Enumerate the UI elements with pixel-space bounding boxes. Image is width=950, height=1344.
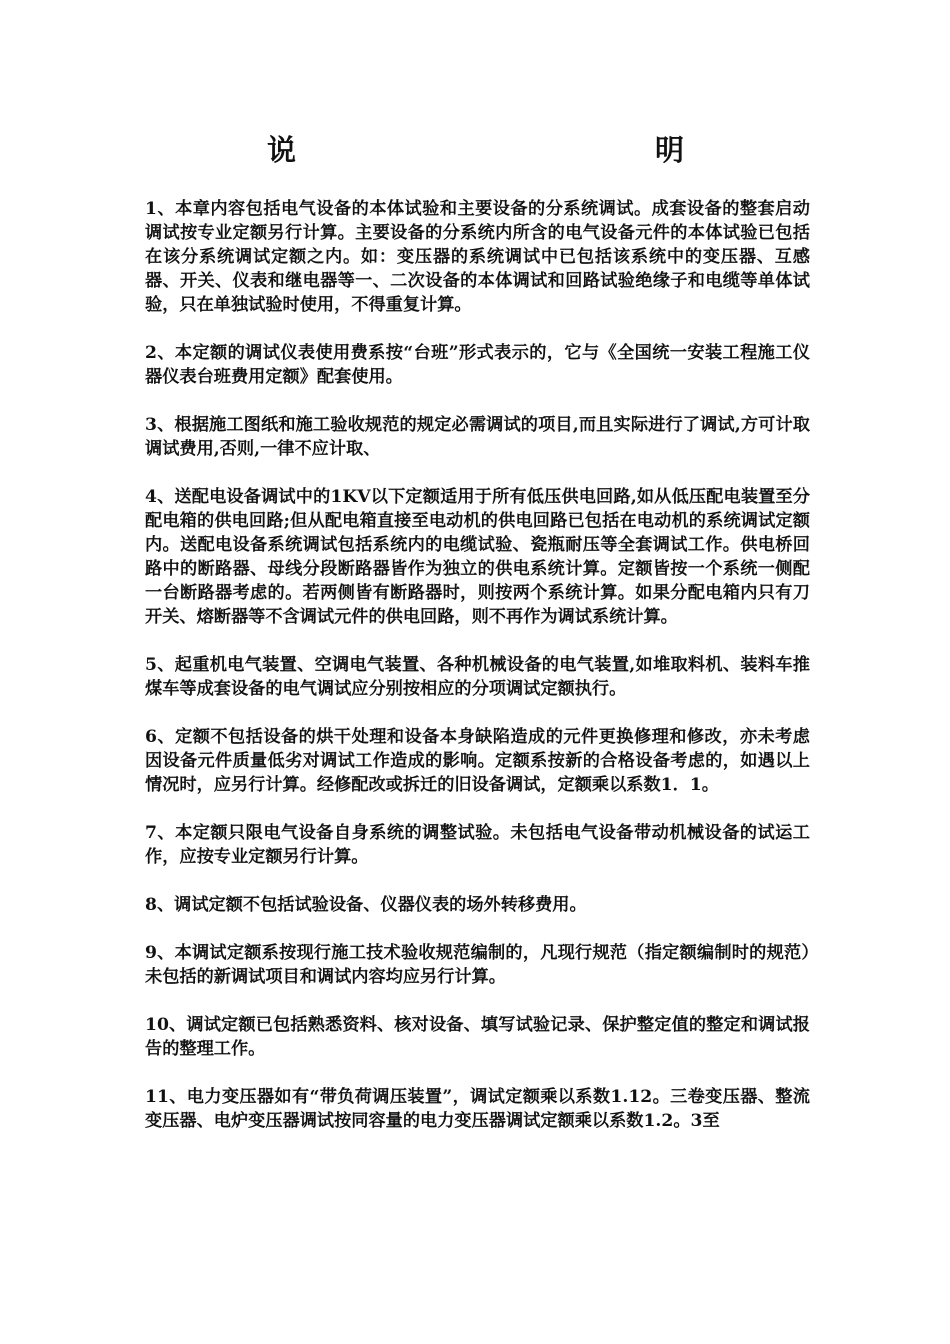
title-char-1: 说 [267, 133, 297, 167]
document-body [145, 197, 810, 1157]
paragraph-9: 9、本调试定额系按现行施工技术验收规范编制的，凡现行规范（指定额编制时的规范）未包括的新调试项目和调试内容均应另行计算。 [145, 943, 810, 987]
title-char-2: 明 [655, 133, 685, 167]
paragraph-5: 5、起重机电气装置、空调电气装置、各种机械设备的电气装置,如堆取料机、装料车推煤车等成套设备的电气调试应分别按相应的分项调试定额执行。 [145, 655, 810, 699]
paragraph-10: 10、调试定额已包括熟悉资料、核对设备、填写试验记录、保护整定值的整定和调试报告的整理工作。 [145, 1015, 810, 1059]
page-title [0, 128, 950, 176]
paragraph-6: 6、定额不包括设备的烘干处理和设备本身缺陷造成的元件更换修理和修改，亦未考虑因设备元件质量低劣对调试工作造成的影响。定额系按新的合格设备考虑的，如遇以上情况时，应另行计算。经修配改或拆迁的旧设备调试，定额乘以系数1．1。 [145, 727, 810, 795]
paragraph-7: 7、本定额只限电气设备自身系统的调整试验。未包括电气设备带动机械设备的试运工作，应按专业定额另行计算。 [145, 823, 810, 867]
paragraph-3: 3、根据施工图纸和施工验收规范的规定必需调试的项目,而且实际进行了调试,方可计取调试费用,否则,一律不应计取、 [145, 415, 810, 459]
paragraph-8: 8、调试定额不包括试验设备、仪器仪表的场外转移费用。 [145, 895, 587, 915]
paragraph-4: 4、送配电设备调试中的1KV以下定额适用于所有低压供电回路,如从低压配电装置至分配电箱的供电回路;但从配电箱直接至电动机的供电回路已包括在电动机的系统调试定额内。送配电设备系统调试包括系统内的电缆试验、瓷瓶耐压等全套调试工作。供电桥回路中的断路器、母线分段断路器皆作为独立的供电系统计算。定额皆按一个系统一侧配一台断路器考虑的。若两侧皆有断路器时，则按两个系统计算。如果分配电箱内只有刀开关、熔断器等不含调试元件的供电回路，则不再作为调试系统计算。 [145, 487, 810, 627]
paragraph-2: 2、本定额的调试仪表使用费系按“台班”形式表示的，它与《全国统一安装工程施工仪器仪表台班费用定额》配套使用。 [145, 343, 810, 387]
paragraph-1: 1、本章内容包括电气设备的本体试验和主要设备的分系统调试。成套设备的整套启动调试按专业定额另行计算。主要设备的分系统内所含的电气设备元件的本体试验已包括在该分系统调试定额之内。如：变压器的系统调试中已包括该系统中的变压器、互感器、开关、仪表和继电器等一、二次设备的本体调试和回路试验绝缘子和电缆等单体试验，只在单独试验时使用，不得重复计算。 [145, 199, 810, 315]
paragraph-11: 11、电力变压器如有“带负荷调压装置”，调试定额乘以系数1.12。三卷变压器、整流变压器、电炉变压器调试按同容量的电力变压器调试定额乘以系数1.2。3至 [145, 1087, 810, 1131]
